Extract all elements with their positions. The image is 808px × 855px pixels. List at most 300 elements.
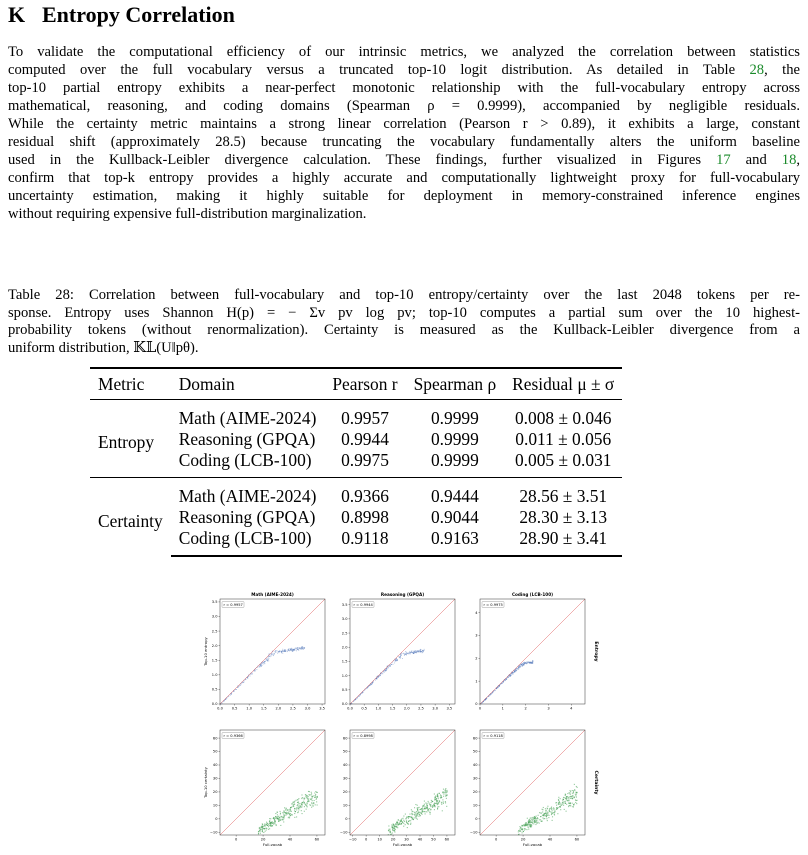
data-point [291, 814, 292, 815]
data-point [437, 795, 438, 796]
x-axis-label: Full-vocab [262, 842, 283, 847]
data-point [399, 823, 400, 824]
data-point [416, 811, 417, 812]
data-point [436, 803, 437, 804]
data-point [298, 798, 299, 799]
data-point [289, 816, 290, 817]
y-tick-label: 20 [342, 790, 348, 795]
data-point [525, 825, 526, 826]
y-tick-label: 0.5 [341, 688, 348, 693]
data-point [277, 814, 278, 815]
data-point [516, 670, 517, 671]
data-point [284, 816, 285, 817]
data-point [294, 808, 295, 809]
data-point [554, 810, 555, 811]
data-point [419, 812, 420, 813]
data-point [405, 654, 406, 655]
data-point [424, 806, 425, 807]
data-point [446, 798, 447, 799]
data-point [530, 662, 531, 663]
y-tick-label: 0 [475, 817, 478, 822]
data-point [575, 802, 576, 803]
x-tick-label: 0.5 [361, 706, 368, 711]
data-point [402, 822, 403, 823]
panel-title: Reasoning (GPQA) [380, 592, 425, 597]
data-point [307, 796, 308, 797]
data-point [429, 803, 430, 804]
y-tick-label: 0 [345, 817, 348, 822]
pearson-cell: 0.9957 [341, 408, 389, 428]
data-point [564, 801, 565, 802]
y-tick-label: 60 [212, 736, 218, 741]
data-point [299, 803, 300, 804]
data-point [304, 811, 305, 812]
data-point [317, 804, 318, 805]
data-point [397, 821, 398, 822]
x-tick-label: 0.0 [347, 706, 353, 711]
data-point [304, 799, 305, 800]
data-point [301, 798, 302, 799]
spearman-cell: 0.9163 [406, 528, 505, 556]
data-point [539, 823, 540, 824]
data-point [435, 797, 436, 798]
correlation-annotation: r = 0.9366 [223, 733, 243, 738]
data-point [519, 826, 520, 827]
data-point [568, 806, 569, 807]
data-point [535, 817, 536, 818]
x-tick-label: 40 [417, 837, 423, 842]
data-point [496, 688, 497, 689]
data-point [547, 820, 548, 821]
data-point [292, 814, 293, 815]
data-point [297, 802, 298, 803]
data-point [312, 800, 313, 801]
data-point [434, 803, 435, 804]
data-point [566, 804, 567, 805]
data-point [414, 651, 415, 652]
data-point [541, 821, 542, 822]
y-tick-label: 60 [342, 736, 348, 741]
data-point [408, 824, 409, 825]
data-point [572, 793, 573, 794]
x-tick-label: 1.5 [260, 706, 267, 711]
data-point [437, 803, 438, 804]
data-point [314, 800, 315, 801]
data-point [396, 659, 397, 660]
data-point [403, 653, 404, 654]
data-point [278, 819, 279, 820]
data-point [285, 649, 286, 650]
data-point [552, 810, 553, 811]
data-point [569, 792, 570, 793]
data-point [425, 811, 426, 812]
scatter-panel [342, 592, 455, 711]
data-point [310, 794, 311, 795]
data-point [573, 791, 574, 792]
data-point [379, 676, 380, 677]
figure-ref-link[interactable]: 17 [716, 152, 731, 169]
data-point [290, 648, 291, 649]
data-point [282, 819, 283, 820]
data-point [354, 700, 355, 701]
data-point [268, 659, 269, 660]
data-point [396, 826, 397, 827]
y-tick-label: 60 [472, 736, 478, 741]
data-point [410, 652, 411, 653]
y-tick-label: 3 [475, 633, 478, 638]
data-point [413, 653, 414, 654]
data-point [545, 808, 546, 809]
data-point [562, 800, 563, 801]
x-tick-label: 1.0 [246, 706, 253, 711]
data-point [525, 828, 526, 829]
data-point [394, 826, 395, 827]
data-point [405, 818, 406, 819]
data-point [422, 808, 423, 809]
data-point [412, 814, 413, 815]
data-point [250, 676, 251, 677]
data-point [411, 809, 412, 810]
data-point [405, 814, 406, 815]
data-point [412, 811, 413, 812]
data-point [409, 653, 410, 654]
data-point [533, 823, 534, 824]
correlation-annotation: r = 0.9975 [483, 602, 503, 607]
data-point [547, 812, 548, 813]
data-point [576, 797, 577, 798]
data-point [547, 808, 548, 809]
data-point [420, 650, 421, 651]
table-row [90, 429, 622, 450]
para-line: mathematical, reasoning, and coding domains (Spearman ρ = 0.9999), accompanied by negligible residuals. [8, 98, 800, 115]
data-point [278, 651, 279, 652]
x-tick-label: 1.5 [389, 706, 396, 711]
data-point [422, 652, 423, 653]
data-point [303, 802, 304, 803]
data-point [434, 793, 435, 794]
data-point [569, 803, 570, 804]
data-point [311, 793, 312, 794]
data-point [260, 833, 261, 834]
data-point [286, 812, 287, 813]
data-point [566, 798, 567, 799]
data-point [438, 798, 439, 799]
data-point [275, 824, 276, 825]
data-point [432, 801, 433, 802]
data-point [273, 824, 274, 825]
data-point [289, 650, 290, 651]
data-point [438, 796, 439, 797]
data-point [401, 653, 402, 654]
data-point [568, 805, 569, 806]
data-point [386, 668, 387, 669]
data-point [536, 818, 537, 819]
data-point [420, 815, 421, 816]
data-point [401, 820, 402, 821]
data-point [426, 804, 427, 805]
data-point [548, 817, 549, 818]
data-point [567, 793, 568, 794]
y-tick-label: 50 [342, 749, 348, 754]
data-point [301, 649, 302, 650]
data-point [358, 696, 359, 697]
table-row [90, 507, 622, 528]
data-point [299, 647, 300, 648]
data-point [268, 829, 269, 830]
y-tick-label: 3.5 [341, 602, 348, 607]
pearson-cell: 0.9944 [341, 429, 389, 449]
data-point [275, 816, 276, 817]
data-point [256, 669, 257, 670]
scatter-panel [470, 730, 585, 847]
data-point [290, 813, 291, 814]
header-pearson: Pearson r [324, 368, 405, 400]
data-point [536, 820, 537, 821]
data-point [524, 663, 525, 664]
data-point [425, 802, 426, 803]
figure-ref-link[interactable]: 18 [781, 152, 797, 169]
data-point [418, 650, 419, 651]
data-point [280, 811, 281, 812]
data-point [261, 827, 262, 828]
data-point [576, 792, 577, 793]
data-point [425, 808, 426, 809]
data-point [392, 664, 393, 665]
data-point [424, 801, 425, 802]
data-point [422, 806, 423, 807]
data-point [366, 688, 367, 689]
data-point [266, 829, 267, 830]
data-point [266, 822, 267, 823]
data-point [268, 654, 269, 655]
data-point [419, 814, 420, 815]
data-point [525, 824, 526, 825]
header-residual: Residual μ ± σ [504, 368, 622, 400]
data-point [402, 818, 403, 819]
data-point [370, 685, 371, 686]
data-point [406, 821, 407, 822]
data-point [428, 801, 429, 802]
x-tick-label: 3.5 [319, 706, 325, 711]
data-point [266, 828, 267, 829]
data-point [291, 811, 292, 812]
data-point [306, 809, 307, 810]
data-point [522, 832, 523, 833]
y-axis-label: Top-10 entropy [203, 637, 208, 666]
data-point [384, 672, 385, 673]
data-point [552, 816, 553, 817]
data-point [548, 815, 549, 816]
data-point [406, 822, 407, 823]
data-point [416, 815, 417, 816]
data-point [445, 794, 446, 795]
data-point [526, 829, 527, 830]
data-point [565, 801, 566, 802]
identity-line [220, 599, 325, 704]
data-point [260, 664, 261, 665]
table-ref-link[interactable]: 28 [749, 62, 765, 79]
data-point [302, 797, 303, 798]
section-heading [8, 2, 235, 28]
data-point [564, 797, 565, 798]
data-point [397, 660, 398, 661]
data-point [302, 646, 303, 647]
domain-cell: Math (AIME-2024) [171, 478, 325, 508]
y-tick-label: 1.5 [341, 659, 348, 664]
y-tick-label: 10 [472, 803, 478, 808]
scatter-panel [203, 592, 325, 711]
data-point [423, 650, 424, 651]
data-point [429, 808, 430, 809]
row-label: Entropy [593, 641, 598, 662]
residual-cell: 0.005 ± 0.031 [514, 450, 612, 470]
data-point [446, 790, 447, 791]
data-point [316, 799, 317, 800]
data-point [512, 673, 513, 674]
data-point [539, 812, 540, 813]
data-point [520, 667, 521, 668]
residual-cell: 28.90 ± 3.41 [504, 528, 622, 556]
data-point [238, 686, 239, 687]
data-point [557, 813, 558, 814]
data-point [400, 820, 401, 821]
data-point [307, 795, 308, 796]
data-point [437, 807, 438, 808]
data-point [301, 646, 302, 647]
residual-cell: 28.56 ± 3.51 [504, 478, 622, 508]
data-point [538, 815, 539, 816]
data-point [428, 810, 429, 811]
data-point [294, 649, 295, 650]
body-paragraph [8, 43, 800, 223]
data-point [432, 807, 433, 808]
x-tick-label: 3.0 [304, 706, 311, 711]
data-point [263, 662, 264, 663]
data-point [281, 651, 282, 652]
section-number: K [8, 2, 26, 27]
data-point [543, 815, 544, 816]
data-point [288, 649, 289, 650]
data-point [283, 812, 284, 813]
data-point [523, 664, 524, 665]
data-point [279, 651, 280, 652]
results-table [90, 367, 622, 557]
data-point [277, 812, 278, 813]
scatter-points [480, 660, 533, 704]
data-point [420, 649, 421, 650]
identity-line [350, 730, 455, 835]
data-point [544, 818, 545, 819]
data-point [532, 822, 533, 823]
data-point [511, 673, 512, 674]
data-point [259, 666, 260, 667]
data-point [411, 650, 412, 651]
data-point [277, 818, 278, 819]
data-point [409, 816, 410, 817]
y-axis-label: Top-10 certainty [203, 767, 208, 798]
data-point [311, 799, 312, 800]
data-point [574, 784, 575, 785]
data-point [289, 817, 290, 818]
data-point [436, 799, 437, 800]
caption-line: probability tokens (without renormalization). Certainty is measured as the Kullback-Leibler divergence from a [8, 322, 800, 339]
header-metric: Metric [90, 368, 171, 400]
data-point [540, 819, 541, 820]
para-line: While the certainty metric maintains a strong linear correlation (Pearson r > 0.89), it exhibits a large, constant [8, 116, 800, 133]
data-point [239, 685, 240, 686]
data-point [372, 683, 373, 684]
x-tick-label: 1.0 [375, 706, 382, 711]
data-point [437, 801, 438, 802]
data-point [280, 825, 281, 826]
data-point [422, 811, 423, 812]
data-point [553, 812, 554, 813]
data-point [285, 812, 286, 813]
para-line: uncertainty estimation, making it highly suitable for deployment in memory-constrained inference engines [8, 188, 800, 205]
data-point [270, 655, 271, 656]
data-point [570, 791, 571, 792]
data-point [360, 694, 361, 695]
data-point [537, 818, 538, 819]
y-tick-label: 2.5 [341, 631, 348, 636]
x-tick-label: 2.5 [418, 706, 424, 711]
data-point [420, 651, 421, 652]
data-point [416, 652, 417, 653]
data-point [417, 808, 418, 809]
data-point [274, 653, 275, 654]
data-point [549, 811, 550, 812]
data-point [532, 662, 533, 663]
x-tick-label: 3.5 [446, 706, 453, 711]
data-point [285, 809, 286, 810]
data-point [417, 650, 418, 651]
x-tick-label: 20 [520, 837, 526, 842]
data-point [386, 670, 387, 671]
data-point [499, 685, 500, 686]
data-point [533, 818, 534, 819]
data-point [272, 654, 273, 655]
x-tick-label: 2.0 [403, 706, 410, 711]
spearman-cell: 0.9444 [406, 478, 505, 508]
data-point [421, 651, 422, 652]
data-point [519, 666, 520, 667]
data-point [403, 820, 404, 821]
data-point [410, 816, 411, 817]
data-point [524, 829, 525, 830]
data-point [403, 815, 404, 816]
para-line: without requiring expensive full-distribution marginalization. [8, 206, 367, 223]
data-point [315, 804, 316, 805]
data-point [410, 823, 411, 824]
data-point [280, 813, 281, 814]
data-point [426, 811, 427, 812]
data-point [293, 806, 294, 807]
data-point [408, 818, 409, 819]
data-point [442, 810, 443, 811]
data-point [408, 816, 409, 817]
data-point [312, 797, 313, 798]
data-point [388, 667, 389, 668]
data-point [540, 812, 541, 813]
data-point [418, 816, 419, 817]
data-point [268, 826, 269, 827]
spearman-cell: 0.9999 [430, 408, 479, 428]
data-point [392, 832, 393, 833]
data-point [575, 795, 576, 796]
data-point [528, 827, 529, 828]
data-point [545, 815, 546, 816]
x-tick-label: 40 [547, 837, 553, 842]
